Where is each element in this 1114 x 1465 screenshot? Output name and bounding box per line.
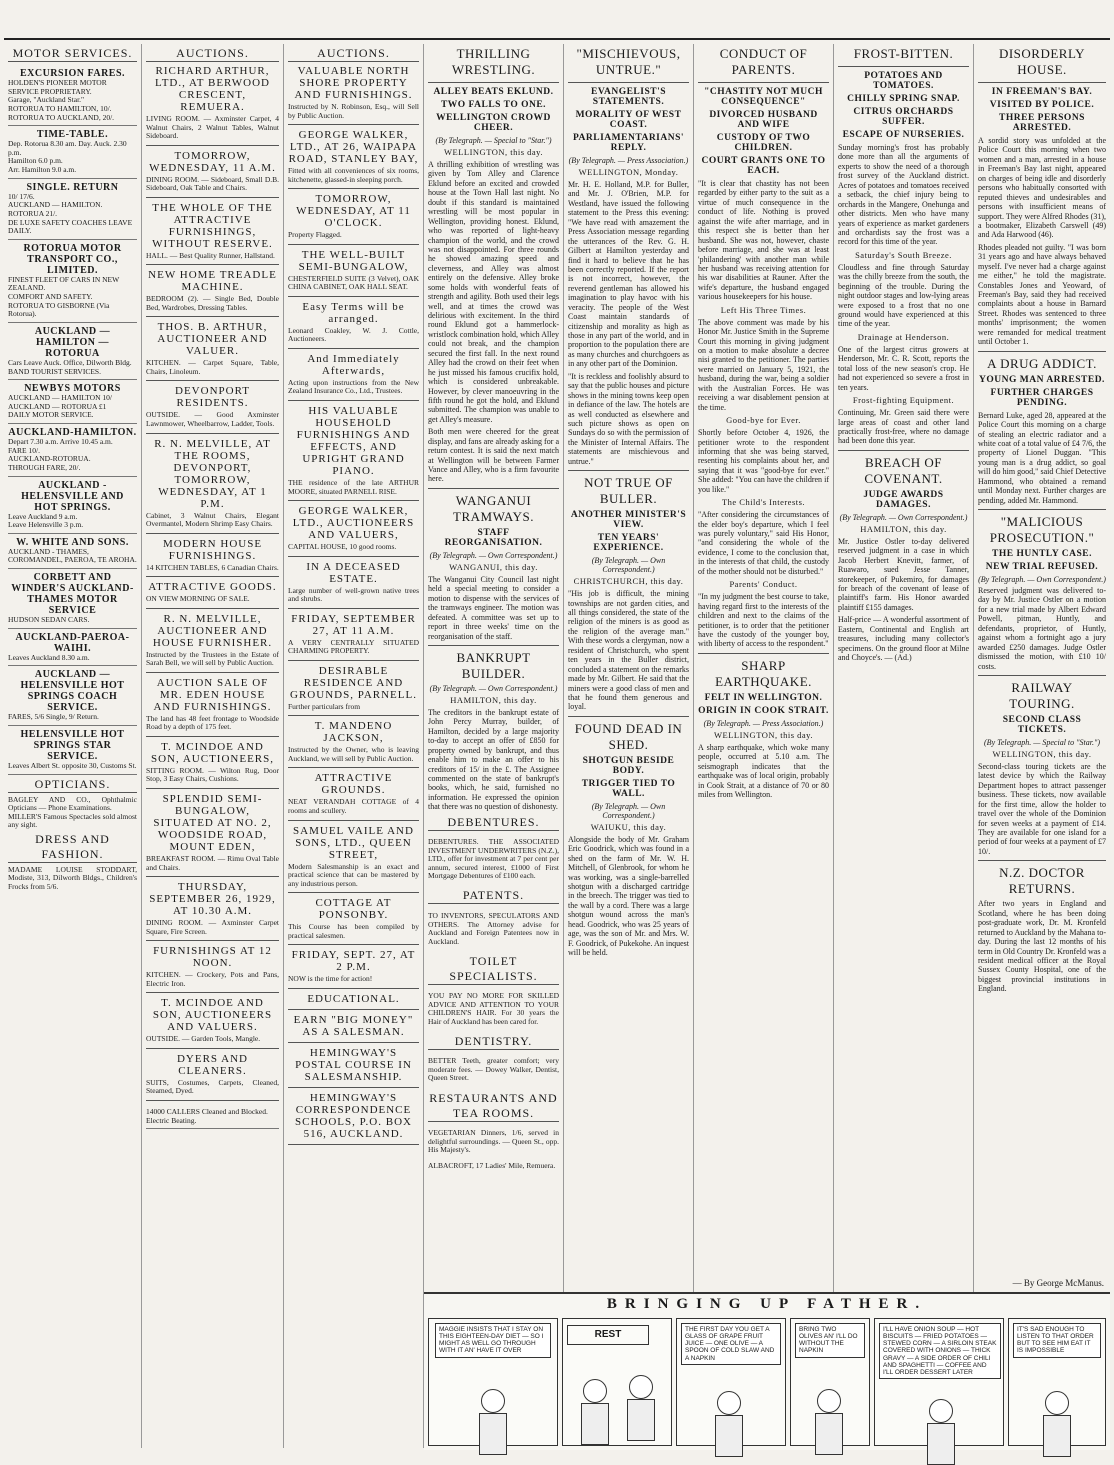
- article-body: Mr. H. E. Holland, M.P. for Buller, and Mr. J. O'Brien, M.P. for Westland, have issued the following statement to the Press this evening: "We have read with amazement the Press Association message regarding the utterances of the Rev. G. H. Gilbert at Hamilton yesterday and find it hard to believe that he has been correctly reported. If the report is not incorrect, however, the reverend gentleman has allowed his imagination to play havoc with his veracity. The people of the West Coast maintain standards of citizenship and morality as high as those in any part of the world, and in proportion to the population there are as many churches and churchgoers as in any other part of the Dominion.: [568, 180, 689, 369]
- dateline: WAIUKU, this day.: [590, 821, 667, 832]
- ad-line: ROTORUA 21/.: [8, 208, 58, 218]
- subheadline: VISITED BY POLICE.: [989, 100, 1095, 110]
- ad-line: DE LUXE SAFETY COACHES LEAVE DAILY.: [8, 217, 133, 236]
- ad-title: AUCKLAND-HAMILTON.: [8, 427, 137, 438]
- auction-detail: NOW is the time for action!: [288, 974, 373, 984]
- auction-detail: Fitted with all conveniences of six rooms, kitchenette, glassed-in sleeping porch.: [288, 166, 419, 184]
- byline: (By Telegraph. — Own Correspondent.): [978, 575, 1106, 584]
- auction-detail: DINING ROOM. — Sideboard, Small D.B. Sideboard, Oak Table and Chairs.: [146, 174, 279, 193]
- auction-heading: AUCTION SALE OF MR. EDEN HOUSE AND FURNISHINGS.: [153, 676, 272, 713]
- auction-detail: NEAT VERANDAH COTTAGE of 4 rooms and scullery.: [288, 797, 419, 816]
- auction-heading: SPLENDID SEMI-BUNGALOW, SITUATED AT NO. 2, WOODSIDE ROAD, MOUNT EDEN,: [153, 793, 272, 854]
- subheadline: PARLIAMENTARIANS' REPLY.: [572, 133, 685, 153]
- auction-heading: EDUCATIONAL.: [307, 992, 400, 1005]
- auction-heading: T. MCINDOE AND SON, AUCTIONEERS AND VALUERS.: [152, 997, 273, 1034]
- ad-line: ROTORUA TO HAMILTON, 10/.: [8, 103, 112, 113]
- ad-line: Leaves Albert St. opposite 30, Customs St.: [8, 760, 137, 770]
- ad-body: ALBACROFT, 17 Ladies' Mile, Remuera.: [428, 1161, 556, 1171]
- ad-line: BAND TOURIST SERVICES.: [8, 366, 101, 376]
- ad-title: NEWBYS MOTORS: [24, 383, 121, 395]
- subheadline: FELT IN WELLINGTON.: [704, 692, 823, 703]
- article-body: A sharp earthquake, which woke many people, occurred at 5.10 a.m. The seismograph indicates that the earthquake was of local origin, probably in Cook Strait, at a distance of 70 or 80 miles from Wellington.: [698, 742, 829, 799]
- ad-line: HOLDEN'S PIONEER MOTOR SERVICE PROPRIETARY.: [8, 78, 107, 96]
- auction-heading: ATTRACTIVE GOODS.: [148, 581, 277, 594]
- ad-line: Garage, "Auckland Star.": [8, 95, 85, 105]
- section-heading: RESTAURANTS AND TEA ROOMS.: [429, 1090, 558, 1120]
- column-news-wrestling: [424, 44, 564, 1292]
- crosshead: Left His Three Times.: [720, 304, 807, 315]
- auction-detail: 14 KITCHEN TABLES, 6 Canadian Chairs.: [146, 562, 279, 572]
- subheadline: JUDGE AWARDS DAMAGES.: [863, 489, 944, 510]
- crosshead: Saturday's South Breeze.: [855, 249, 952, 260]
- ad-line: AUCKLAND — HAMILTON 10/: [8, 393, 112, 403]
- byline: (By Telegraph. — Own Correspondent.): [429, 683, 558, 693]
- headline: BANKRUPT BUILDER.: [456, 649, 531, 681]
- speech-bubble: THE FIRST DAY YOU GET A GLASS OF GRAPE FRUIT JUICE — ONE OLIVE — A SPOON OF COLD SLAW AND A NAPKIN: [681, 1323, 781, 1365]
- ad-body: DEBENTURES. THE ASSOCIATED INVESTMENT UNDERWRITERS (N.Z.), LTD., offer for investment at 7 per cent per annum, secured interest, £1000 of First Mortgage Debentures of £100 each.: [428, 837, 559, 881]
- ad-line: Arr. Hamilton 9.0 a.m.: [8, 165, 77, 174]
- headline: DISORDERLY HOUSE.: [998, 46, 1086, 77]
- headline: RAILWAY TOURING.: [1009, 679, 1075, 711]
- ad-title: AUCKLAND — HAMILTON — ROTORUA: [34, 325, 111, 359]
- subheadline: TRIGGER TIED TO WALL.: [581, 778, 676, 799]
- headline: WANGANUI TRAMWAYS.: [453, 492, 534, 524]
- section-heading-dress: DRESS AND FASHION.: [8, 832, 137, 863]
- subheadline: ORIGIN IN COOK STRAIT.: [698, 705, 829, 716]
- speech-bubble: MAGGIE INSISTS THAT I STAY ON THIS EIGHTEEN-DAY DIET — SO I MIGHT AS WELL GO THROUGH WITH IT AN' HAVE IT OVER: [435, 1323, 551, 1358]
- motor-ad: [8, 126, 137, 179]
- byline: (By Telegraph. — Press Association.): [568, 156, 689, 165]
- auction-heading: EARN "BIG MONEY" AS A SALESMAN.: [293, 1013, 414, 1038]
- motor-ad: [8, 323, 137, 380]
- subheadline: THE HUNTLY CASE.: [992, 549, 1092, 559]
- ad-title: SINGLE. RETURN: [26, 181, 119, 193]
- crosshead: The Child's Interests.: [721, 497, 806, 508]
- motor-ad: [8, 65, 137, 126]
- column-news-evangelist: [564, 44, 694, 1292]
- ad-title: HELENSVILLE HOT SPRINGS STAR SERVICE.: [20, 728, 125, 762]
- ad-line: MADAME LOUISE STODDART, Modiste, 313, Dilworth Bldgs., Children's Frocks from 5/6.: [8, 864, 137, 891]
- ad-line: Dep. Rotorua 8.30 am. Day. Auck. 2.30 p.m.: [8, 139, 127, 157]
- comic-strip: [424, 1292, 1110, 1450]
- subheadline: ESCAPE OF NURSERIES.: [842, 130, 965, 140]
- article-body: The creditors in the bankrupt estate of John Percy Murray, builder, of Hamilton, decided by a large majority to-day to accept an offer of £850 for property owned by bankrupt, and thus enable him to make an offer to his creditors of 15/ in the £. The Assignee commented on the state of bankrupt's books, which, he said, furnished no information. He expressed the opinion that there was no question of dishonesty.: [428, 707, 559, 812]
- auction-heading: DESIRABLE RESIDENCE AND GROUNDS, PARNELL.: [290, 664, 417, 701]
- dateline: WELLINGTON, this day.: [992, 748, 1092, 759]
- section-heading: DENTISTRY.: [428, 1034, 559, 1050]
- auction-detail: OUTSIDE. — Garden Tools, Mangle.: [146, 1034, 261, 1044]
- auction-detail: Instructed by the Owner, who is leaving Auckland, we will sell by Public Auction.: [288, 745, 419, 763]
- auction-detail: Instructed by N. Robinson, Esq., will Sell by Public Auction.: [288, 102, 419, 120]
- ad-title: W. WHITE AND SONS.: [16, 536, 129, 548]
- auction-heading: TOMORROW, WEDNESDAY, 11 A.M.: [149, 149, 276, 174]
- auction-heading: T. MANDENO JACKSON,: [314, 720, 393, 745]
- ad-line: Leave Helensville 3 p.m.: [8, 520, 84, 530]
- ad-title: TIME-TABLE.: [36, 129, 109, 141]
- auction-detail: Cabinet, 3 Walnut Chairs, Elegant Overmantel, Modern Shrimp Easy Chairs.: [146, 510, 279, 529]
- auction-heading: VALUABLE NORTH SHORE PROPERTY AND FURNISHINGS.: [294, 65, 413, 101]
- subheadline: DIVORCED HUSBAND AND WIFE: [709, 110, 818, 130]
- column-news-parents: [694, 44, 834, 1292]
- dateline: WELLINGTON, Monday.: [578, 167, 679, 177]
- auction-detail: CAPITAL HOUSE, 10 good rooms.: [288, 542, 397, 552]
- article-body: After two years in England and Scotland, where he has been doing post-graduate work, Dr. M. Kronfeld returned to Auckland by the Mahana to-day. During the last 12 months of his term in Old Country Dr. Kronfeld was a resident medical officer at the Royal Sussex County Hospital, one of the biggest provincial institutions in England.: [978, 899, 1106, 994]
- subheadline: SHOTGUN BESIDE BODY.: [582, 755, 675, 776]
- motor-ad: [8, 424, 137, 477]
- subheadline: EVANGELIST'S STATEMENTS.: [591, 87, 666, 107]
- auction-heading: RICHARD ARTHUR, LTD., AT BERWOOD CRESCENT, REMUERA.: [154, 65, 270, 113]
- dateline: WANGANUI, this day.: [449, 561, 538, 572]
- auction-heading: THE WELL-BUILT SEMI-BUNGALOW,: [298, 248, 409, 273]
- subheadline: ANOTHER MINISTER'S VIEW.: [570, 510, 687, 531]
- auction-heading: HIS VALUABLE HOUSEHOLD FURNISHINGS AND EFFECTS, AND UPRIGHT GRAND PIANO.: [296, 405, 411, 478]
- auction-detail: This Course has been compiled by practical salesmen.: [288, 922, 419, 940]
- ad-line: BAGLEY AND CO., Ophthalmic Opticians — Phone Examinations.: [8, 794, 137, 813]
- auction-heading: TOMORROW, WEDNESDAY, AT 11 O'CLOCK.: [296, 193, 411, 230]
- auction-heading: THURSDAY, SEPTEMBER 26, 1929, AT 10.30 A.M.: [149, 881, 276, 918]
- dateline: HAMILTON, this day.: [860, 523, 947, 534]
- byline: (By Telegraph. — Special to "Star."): [435, 136, 552, 145]
- auction-detail: SITTING ROOM. — Wilton Rug, Door Stop, 3 Easy Chairs, Cushions.: [146, 765, 279, 784]
- jiggs-figure-icon: [929, 1399, 955, 1465]
- comic-title: BRINGING UP FATHER.: [606, 1296, 928, 1312]
- auction-heading: HEMINGWAY'S POSTAL COURSE IN SALESMANSHIP.: [295, 1046, 412, 1083]
- auction-detail: Leonard Coakley, W. J. Cottle, Auctioneers.: [288, 325, 419, 344]
- section-heading: AUCTIONS.: [146, 46, 279, 62]
- article-body: Shortly before October 4, 1926, the petitioner wrote to the respondent informing that she was being starved, resenting his complaints about her, and saying that it was "good-bye for ever." She added: "You can have the children if you like.": [698, 428, 829, 494]
- comic-panel-2: [562, 1318, 672, 1446]
- auction-heading: ATTRACTIVE GROUNDS.: [314, 772, 393, 797]
- auction-heading: GEORGE WALKER, LTD., AT 26, WAIPAPA ROAD, STANLEY BAY,: [288, 129, 419, 166]
- subheadline: THREE PERSONS ARRESTED.: [999, 113, 1085, 133]
- article-body: Both men were cheered for the great display, and fans are already asking for a return contest. It is said the next match at Wellington will be between Farmer Vance and Alley, who is a firm favourite here.: [428, 427, 559, 484]
- motor-ad: [8, 240, 137, 323]
- auction-detail: A VERY CENTRALLY SITUATED CHARMING PROPERTY.: [288, 637, 419, 656]
- auction-detail: HALL. — Best Quality Runner, Hallstand.: [146, 250, 275, 260]
- jiggs-figure-icon: [817, 1389, 843, 1455]
- motor-ads: [8, 65, 137, 775]
- column-motor-services: [4, 44, 142, 1448]
- column-news-frost: [834, 44, 974, 1292]
- auction-detail: BEDROOM (2). — Single Bed, Double Bed, Wardrobes, Dressing Tables.: [146, 294, 279, 312]
- ad-line: Depart 7.30 a.m. Arrive 10.45 a.m.: [8, 437, 113, 446]
- ad-body: YOU PAY NO MORE FOR SKILLED ADVICE AND ATTENTION TO YOUR CHILDREN'S HAIR. For 30 years the Hair of Auckland has been cared for.: [428, 991, 559, 1026]
- comic-panel-4: [790, 1318, 870, 1446]
- section-heading-opticians: OPTICIANS.: [8, 777, 137, 793]
- headline: BREACH OF COVENANT.: [864, 454, 943, 486]
- dateline: WELLINGTON, this day.: [443, 147, 544, 157]
- article-body: One of the largest citrus growers at Henderson, Mr. C. R. Scott, reports the total loss of the new season's crop. He had not experienced so severe a frost in ten years.: [838, 344, 969, 392]
- article-body: The Wanganui City Council last night held a special meeting to consider a motion to dispense with the services of the tramways engineer. The motion was defeated. A committee was set up to report in three weeks' time on the reorganisation of the staff.: [428, 574, 559, 641]
- comic-panel-1: [428, 1318, 558, 1446]
- subheadline: SECOND CLASS TICKETS.: [1002, 714, 1082, 735]
- comic-panel-5: [874, 1318, 1004, 1446]
- section-heading: AUCTIONS.: [288, 46, 419, 62]
- headline: FROST-BITTEN.: [853, 46, 954, 61]
- auction-detail: CHESTERFIELD SUITE (3 Velvet), OAK CHINA CABINET, OAK HALL SEAT.: [288, 273, 419, 292]
- dyers-ad: [146, 1105, 279, 1129]
- headline: THRILLING WRESTLING.: [451, 46, 536, 77]
- article-body: "His job is difficult, the mining townships are not garden cities, and all things considered, the state of the religion of the miners is as good as the religion of the average man." With these words a clergyman, now a resident of Christchurch, who spent ten years in the Buller district, concluded a statement on the remarks made by Mr. Gilbert. He said that the miners were a good class of men and that he found them generous and loyal.: [568, 589, 689, 712]
- motor-ad: [8, 179, 137, 240]
- dateline: CHRISTCHURCH, this day.: [573, 576, 684, 587]
- byline: (By Telegraph. — Own Correspondent.): [591, 801, 666, 820]
- auction-heading: HEMINGWAY'S CORRESPONDENCE SCHOOLS, P.O. BOX 516, AUCKLAND.: [295, 1091, 412, 1140]
- ad-line: COMFORT AND SAFETY.: [8, 292, 93, 301]
- ad-line: FARES, 5/6 Single, 9/ Return.: [8, 712, 99, 722]
- speech-bubble: IT'S SAD ENOUGH TO LISTEN TO THAT ORDER BUT TO SEE HIM EAT IT IS IMPOSSIBLE: [1013, 1323, 1101, 1358]
- auction-heading: DYERS AND CLEANERS.: [176, 1052, 249, 1077]
- auction-heading: THOS. B. ARTHUR, AUCTIONEER AND VALUER.: [157, 321, 268, 358]
- ad-body: VEGETARIAN Dinners, 1/6, served in delightful surroundings. — Queen St., opp. His Majesty's.: [428, 1128, 559, 1155]
- headline: A DRUG ADDICT.: [987, 355, 1097, 371]
- subheadline: ALLEY BEATS EKLUND.: [433, 87, 554, 97]
- headline: SHARP EARTHQUAKE.: [715, 657, 812, 689]
- ad-line: Cars Leave Auck. Office, Dilworth Bldg.: [8, 357, 132, 367]
- auction-heading: THE WHOLE OF THE ATTRACTIVE FURNISHINGS, WITHOUT RESERVE.: [152, 201, 273, 250]
- ad-line: Leaves Auckland 8.30 a.m.: [8, 652, 90, 662]
- auction-detail: THE residence of the late ARTHUR MOORE, situated PARNELL RISE.: [288, 478, 419, 496]
- auction-detail: KITCHEN. — Crockery, Pots and Pans, Electric Iron.: [146, 970, 279, 988]
- article-body: Bernard Luke, aged 28, appeared at the Police Court this morning on a charge of stealing an electric radiator and a white coat of a total value of £4 7/6, the property of Lionel Duggan. "This young man is a drug addict, so goal will do him good," said Chief Detective Hammond, who obtained a remand until Monday next. Further charges are pending, added Mr. Hammond.: [978, 410, 1106, 505]
- motor-ad: [8, 629, 137, 667]
- ad-title: AUCKLAND - HELENSVILLE AND HOT SPRINGS.: [21, 479, 124, 513]
- article-body: Sunday morning's frost has probably done more than all the arguments of experts to show the need of a thorough frost survey of the Auckland district. Acres of potatoes and tomatoes received a setback, the chief injury being to orchards in the Mangere, Onehunga and other districts. Men who have many years of experience as market gardeners and orchardists say the frost was a record for this time of the year.: [838, 143, 969, 247]
- article-body: A sordid story was unfolded at the Police Court this morning when two women and a man, arrested in a house in Freeman's Bay last night, appeared on charges of being idle and disorderly persons who habitually consorted with reputed thieves and undesirables and persons with insufficient means of support. They were Alfred Rhodes (31), a bootmaker, Elizabeth Carswell (49) and Ada Harwood (46).: [978, 136, 1106, 240]
- auction-heading: MODERN HOUSE FURNISHINGS.: [162, 537, 263, 562]
- ad-line: FINEST FLEET OF CARS IN NEW ZEALAND.: [8, 274, 120, 293]
- auction-detail: OUTSIDE. — Good Axminster Lawnmower, Wheelbarrow, Ladder, Tools.: [146, 410, 279, 429]
- auction-detail: KITCHEN. — Carpet Square, Table, Chairs, Linoleum.: [146, 358, 279, 376]
- subheadline: TWO FALLS TO ONE.: [440, 100, 547, 110]
- section-heading: TOILET SPECIALISTS.: [428, 954, 559, 985]
- section-heading: PATENTS.: [428, 888, 559, 904]
- article-body: Alongside the body of Mr. Graham Eric Goodrick, which was found in a shed on the farm of Mr. W. H. Mitchell, of Glenbrook, for whom he was working, was a single-barrelled shotgun with a discharged cartridge in the breech. The trigger was tied to the wall by a cord. There was a large shotgun wound across the man's head. Goodrick, who was 25 years of age, was the son of Mr. and Mrs. W. F. Goodrick, of Pukekohe. An inquest will be held.: [568, 834, 689, 958]
- article-body: Reserved judgment was delivered to-day by Mr. Justice Ostler on a motion for a new trial made by Albert Edward Powell, pitman, Huntly, and defendants, proprietor, of Huntly, against whom a fortnight ago a jury awarded £250 damages. Judge Ostler dismissed the motion, with £10 10/ costs.: [978, 586, 1106, 671]
- jiggs-figure-icon: [629, 1375, 655, 1441]
- section-heading: DEBENTURES.: [428, 815, 559, 831]
- auction-heading: FRIDAY, SEPTEMBER 27, AT 11 A.M.: [291, 612, 416, 637]
- dateline: HAMILTON, this day.: [450, 694, 537, 705]
- ad-line: Hamilton 6.0 p.m.: [8, 156, 63, 166]
- motor-ad: [8, 666, 137, 726]
- auction-heading: SAMUEL VAILE AND SONS, LTD., QUEEN STREET,: [293, 824, 414, 861]
- ad-line: FARE 10/.: [8, 445, 40, 455]
- subheadline: YOUNG MAN ARRESTED.: [979, 374, 1105, 385]
- auction-detail: Further particulars from: [288, 701, 361, 711]
- ad-line: 10/ 17/6.: [8, 191, 35, 201]
- crosshead: Good-bye for Ever.: [726, 415, 801, 426]
- auction-detail: Large number of well-grown native trees and shrubs.: [288, 585, 419, 604]
- ad-line: MILLER'S Famous Spectacles sold almost any sight.: [8, 811, 137, 830]
- subheadline: "CHASTITY NOT MUCH CONSEQUENCE": [704, 87, 823, 107]
- ad-title: EXCURSION FARES.: [19, 68, 126, 79]
- ad-body: TO INVENTORS, SPECULATORS AND OTHERS. The Attorney advise for Auckland and Foreign Patentees now in Auckland.: [428, 910, 559, 946]
- crosshead: Parents' Conduct.: [729, 579, 798, 590]
- byline: (By Telegraph. — Press Association.): [703, 718, 824, 728]
- byline: (By Telegraph. — Own Correspondent.): [429, 550, 558, 560]
- waiter-figure-icon: [1045, 1391, 1071, 1457]
- column-news-police: [974, 44, 1110, 1274]
- jiggs-figure-icon: [481, 1389, 507, 1455]
- article-body: "It is clear that chastity has not been regarded by either party to the suit as a virtue of much consequence in the conduct of life. Nothing is proved against the wife after marriage, and in this respect she is better than her husband. She was not, however, chaste before marriage, and she was at least 'philandering' with another man while her husband was receiving attention for his war disabilities at Rauner. After the wife's departure, the husband engaged various housekeepers for his house.: [698, 179, 829, 302]
- article-body: Rhodes pleaded not guilty. "I was born 31 years ago and have always behaved myself. I've never had a charge against me either," he told the magistrate. Constables Jones and Yeoward, of Freeman's Bay, said they had received complaints about a house in Barnard Street. Rhodes was sentenced to three months' imprisonment; the women were remanded for medical treatment until October 1.: [978, 242, 1106, 347]
- auction-heading: COTTAGE AT PONSONBY.: [315, 897, 392, 922]
- cartoon-credit: — By George McManus.: [1012, 1278, 1104, 1288]
- restaurant-sign: REST: [567, 1325, 649, 1345]
- subheadline: TEN YEARS' EXPERIENCE.: [593, 533, 664, 554]
- article-body: Continuing, Mr. Green said there were large areas of coast and other land practically frost-free, where no damage had been done this year.: [838, 408, 969, 446]
- ad-title: CORBETT AND WINDER'S AUCKLAND-THAMES MOTOR SERVICE: [11, 572, 134, 616]
- auction-detail: Modern Salesmanship is an exact and practical science that can be mastered by any industrious person.: [288, 861, 419, 888]
- byline: (By Telegraph. — Special to "Star."): [984, 737, 1100, 747]
- article-body: Half-price — A wonderful assortment of Eastern, Continental and English art treasures, including many collector's specimens. On the ground floor at Milne and Choyce's. — (Ad.): [838, 615, 969, 663]
- waiter-figure-icon: [583, 1379, 609, 1445]
- byline: (By Telegraph. — Own Correspondent.): [839, 512, 968, 522]
- subheadline: IN FREEMAN'S BAY.: [991, 87, 1093, 97]
- auction-heading: DEVONPORT RESIDENTS.: [175, 385, 250, 410]
- crosshead: Frost-fighting Equipment.: [852, 395, 955, 406]
- auction-detail: LIVING ROOM. — Axminster Carpet, 4 Walnut Chairs, 2 Walnut Tables, Walnut Sideboard.: [146, 114, 279, 141]
- column-auctions-1: [142, 44, 284, 1448]
- ad-title: AUCKLAND — HELENSVILLE HOT SPRINGS COACH SERVICE.: [20, 669, 125, 714]
- article-body: "After considering the circumstances of the elder boy's departure, which I feel was purely voluntary," said His Honor, "and considering the whole of the evidence, I come to the conclusion that, in the interests of that child, the custody of the mother should not be disturbed.": [698, 510, 829, 576]
- section-heading: MOTOR SERVICES.: [8, 46, 137, 62]
- auction-detail: Acting upon instructions from the New Zealand Insurance Co., Ltd., Trustees.: [288, 377, 419, 396]
- article-body: The above comment was made by his Honor Mr. Justice Smith in the Supreme Court this morning in giving judgment on a motion to make absolute a decree nisi granted to the petitioner. The parties were married on January 5, 1921, the husband, during the war, being a soldier with the Australian Forces. He was receiving a war disablement pension at the time.: [698, 317, 829, 412]
- headline: "MALICIOUS PROSECUTION.": [989, 514, 1095, 545]
- subheadline: FURTHER CHARGES PENDING.: [990, 387, 1094, 408]
- ad-body: BETTER Teeth, greater comfort; very moderate fees. — Dowey Walker, Dentist, Queen Street.: [428, 1056, 559, 1083]
- subheadline: CHILLY SPRING SNAP.: [847, 94, 960, 104]
- ad-line: AUCKLAND — ROTORUA £1: [8, 401, 107, 411]
- subheadline: COURT GRANTS ONE TO EACH.: [701, 156, 826, 176]
- auction-detail: Instructed by the Trustees in the Estate of Sarah Bell, we will sell by Public Auction.: [146, 649, 279, 668]
- auction-detail: ON VIEW MORNING OF SALE.: [146, 594, 250, 604]
- article-body: "In my judgment the best course to take, having regard first to the interests of the children and next to the claims of the petitioner, is to order that the petitioner have the custody of the younger boy, with liberty of access to the respondent.": [698, 592, 829, 649]
- motor-ad: [8, 477, 137, 534]
- subheadline: NEW TRIAL REFUSED.: [985, 562, 1099, 572]
- subheadline: CITRUS ORCHARDS SUFFER.: [853, 107, 954, 127]
- article-body: Mr. Justice Ostler to-day delivered reserved judgment in a case in which Jacob Herbert Knevitt, farmer, of Ruawaro, sued Jesse Tanner, storekeeper, of Pukemiro, for damages for breach of the covenant of lease of plaintiff's farm. His Honor awarded plaintiff £155 damages.: [838, 536, 969, 612]
- motor-ad: [8, 726, 137, 775]
- comic-panel-6: [1008, 1318, 1106, 1446]
- headline: "MISCHIEVOUS, UNTRUE.": [576, 46, 681, 77]
- headline: FOUND DEAD IN SHED.: [574, 720, 683, 752]
- ad-line: AUCKLAND-ROTORUA.: [8, 454, 91, 464]
- headline: CONDUCT OF PARENTS.: [719, 46, 808, 77]
- auction-detail: SUITS, Costumes, Carpets, Cleaned, Steamed, Dyed.: [146, 1077, 279, 1096]
- auction-heading: R. N. MELVILLE, AUCTIONEER AND HOUSE FURNISHER.: [152, 612, 273, 649]
- subheadline: POTATOES AND TOMATOES.: [864, 71, 943, 91]
- subheadline: WELLINGTON CROWD CHEER.: [436, 113, 551, 133]
- speech-bubble: I'LL HAVE ONION SOUP — HOT BISCUITS — FRIED POTATOES — STEWED CORN — A SIRLOIN STEAK COVERED WITH ONIONS — THICK GRAVY — A SIDE ORDER OF CHILI AND SPAGHETTI — COFFEE AND I'LL ORDER DESSERT LATER: [879, 1323, 1001, 1379]
- auction-listings: [288, 65, 419, 1145]
- motor-ad: [8, 534, 137, 569]
- auction-heading: And Immediately Afterwards,: [307, 352, 400, 377]
- auction-listings: [146, 65, 279, 1101]
- article-body: Cloudless and fine through Saturday was the chilly breeze from the south, the beginning of the trouble. During the night outdoor stages and low-lying areas were exposed to a frost that no one ground would have experienced at this time of the year.: [838, 262, 969, 329]
- auction-detail: DINING ROOM. — Axminster Carpet Square, Fire Screen.: [146, 918, 279, 936]
- motor-ad: [8, 380, 137, 424]
- auction-detail: BREAKFAST ROOM. — Rimu Oval Table and Chairs.: [146, 854, 279, 872]
- article-body: Second-class touring tickets are the latest device by which the Railway Department hopes to attract passenger business. These tickets, now available for the first time, allow the holder to travel over the whole of the Dominion for seven weeks at a payment of £14. They are available for one island for a period of four weeks at a payment of £7 10/.: [978, 761, 1106, 856]
- ad-line: AUCKLAND — HAMILTON.: [8, 200, 103, 210]
- auction-heading: IN A DECEASED ESTATE.: [306, 560, 401, 585]
- ad-title: AUCKLAND-PAEROA-WAIHI.: [15, 631, 130, 654]
- ad-line: AUCKLAND - THAMES, COROMANDEL, PAEROA, TE AROHA.: [8, 546, 137, 565]
- article-body: A thrilling exhibition of wrestling was given by Tom Alley and Clarence Eklund before an excited and crowded house at the Town Hall last night. No doubt if this standard is maintained wrestling will be most popular in Wellington, providing honest. Eklund, who was reported of light-heavy champion of the world, and the crowd was not disappointed. For three rounds he showed amazing speed and cleverness, and Alley was almost entirely on the defensive. Alley broke some holds with wonderful feats of strength and agility. Both used their legs well, and at times the crowd was delirious with excitement. In the third round Eklund got a hammerlock-wristlock combination hold, which Alley could not break, and the champion secured the first fall. In the next round Alley had the crowd on their feet when he just missed his famous crucifix hold, which is considered unbreakable. However, by clever manoeuvring in the fifth round he got the hold, and Eklund submitted. The champion was unable to get Alley's measure.: [428, 160, 559, 424]
- comic-panel-3: [676, 1318, 786, 1446]
- crosshead: Drainage at Henderson.: [857, 331, 950, 342]
- dateline: WELLINGTON, this day.: [713, 729, 814, 740]
- auction-heading: T. MCINDOE AND SON, AUCTIONEERS,: [150, 740, 275, 765]
- article-body: "It is reckless and foolishly absurd to say that the public houses and picture shows in the mining towns keep open in defiance of the law. The hotels are as well conducted as elsewhere and such picture shows as open on Sundays do so with the permission of the Minister of Internal Affairs. The statements are mischievous and untrue.": [568, 371, 689, 466]
- ad-line: ROTORUA TO AUCKLAND, 20/.: [8, 112, 115, 122]
- ad-line: ROTORUA TO GISBORNE (Via Rotorua).: [8, 300, 110, 319]
- ad-title: ROTORUA MOTOR TRANSPORT CO., LIMITED.: [23, 242, 122, 276]
- speech-bubble: BRING TWO OLIVES AN' I'LL DO WITHOUT THE NAPKIN: [795, 1323, 865, 1358]
- auction-heading: FURNISHINGS AT 12 NOON.: [153, 945, 272, 970]
- subheadline: MORALITY OF WEST COAST.: [575, 110, 682, 130]
- subheadline: CUSTODY OF TWO CHILDREN.: [716, 133, 811, 153]
- auction-heading: NEW HOME TREADLE MACHINE.: [148, 269, 277, 294]
- ad-line: HUDSON SEDAN CARS.: [8, 615, 90, 624]
- ad-line: THROUGH FARE, 20/.: [8, 462, 81, 472]
- auction-detail: Property Flagged.: [288, 230, 342, 240]
- auction-heading: R. N. MELVILLE, AT THE ROOMS, DEVONPORT, TOMORROW, WEDNESDAY, AT 1 P.M.: [154, 437, 271, 510]
- ad-line: 14000 CALLERS Cleaned and Blocked. Electric Beating.: [146, 1106, 268, 1125]
- ad-line: DAILY MOTOR SERVICE.: [8, 410, 94, 420]
- auction-heading: GEORGE WALKER, LTD., AUCTIONEERS AND VALUERS,: [292, 505, 415, 542]
- ad-line: Leave Auckland 9 a.m.: [8, 511, 78, 521]
- auction-detail: The land has 48 feet frontage to Woodside Road by a depth of 175 feet.: [146, 713, 279, 732]
- column-auctions-2: [284, 44, 424, 1448]
- byline: (By Telegraph. — Own Correspondent.): [591, 556, 666, 575]
- auction-heading: FRIDAY, SEPT. 27, AT 2 P.M.: [291, 949, 416, 974]
- auction-heading: Easy Terms will be arranged.: [302, 300, 405, 325]
- newspaper-page: [4, 4, 1110, 1448]
- waiter-figure-icon: [717, 1391, 743, 1457]
- motor-ad: [8, 569, 137, 629]
- headline: NOT TRUE OF BULLER.: [584, 475, 673, 507]
- masthead-rule: [4, 4, 1110, 40]
- subheadline: STAFF REORGANISATION.: [444, 527, 543, 548]
- headline: N.Z. DOCTOR RETURNS.: [999, 865, 1085, 897]
